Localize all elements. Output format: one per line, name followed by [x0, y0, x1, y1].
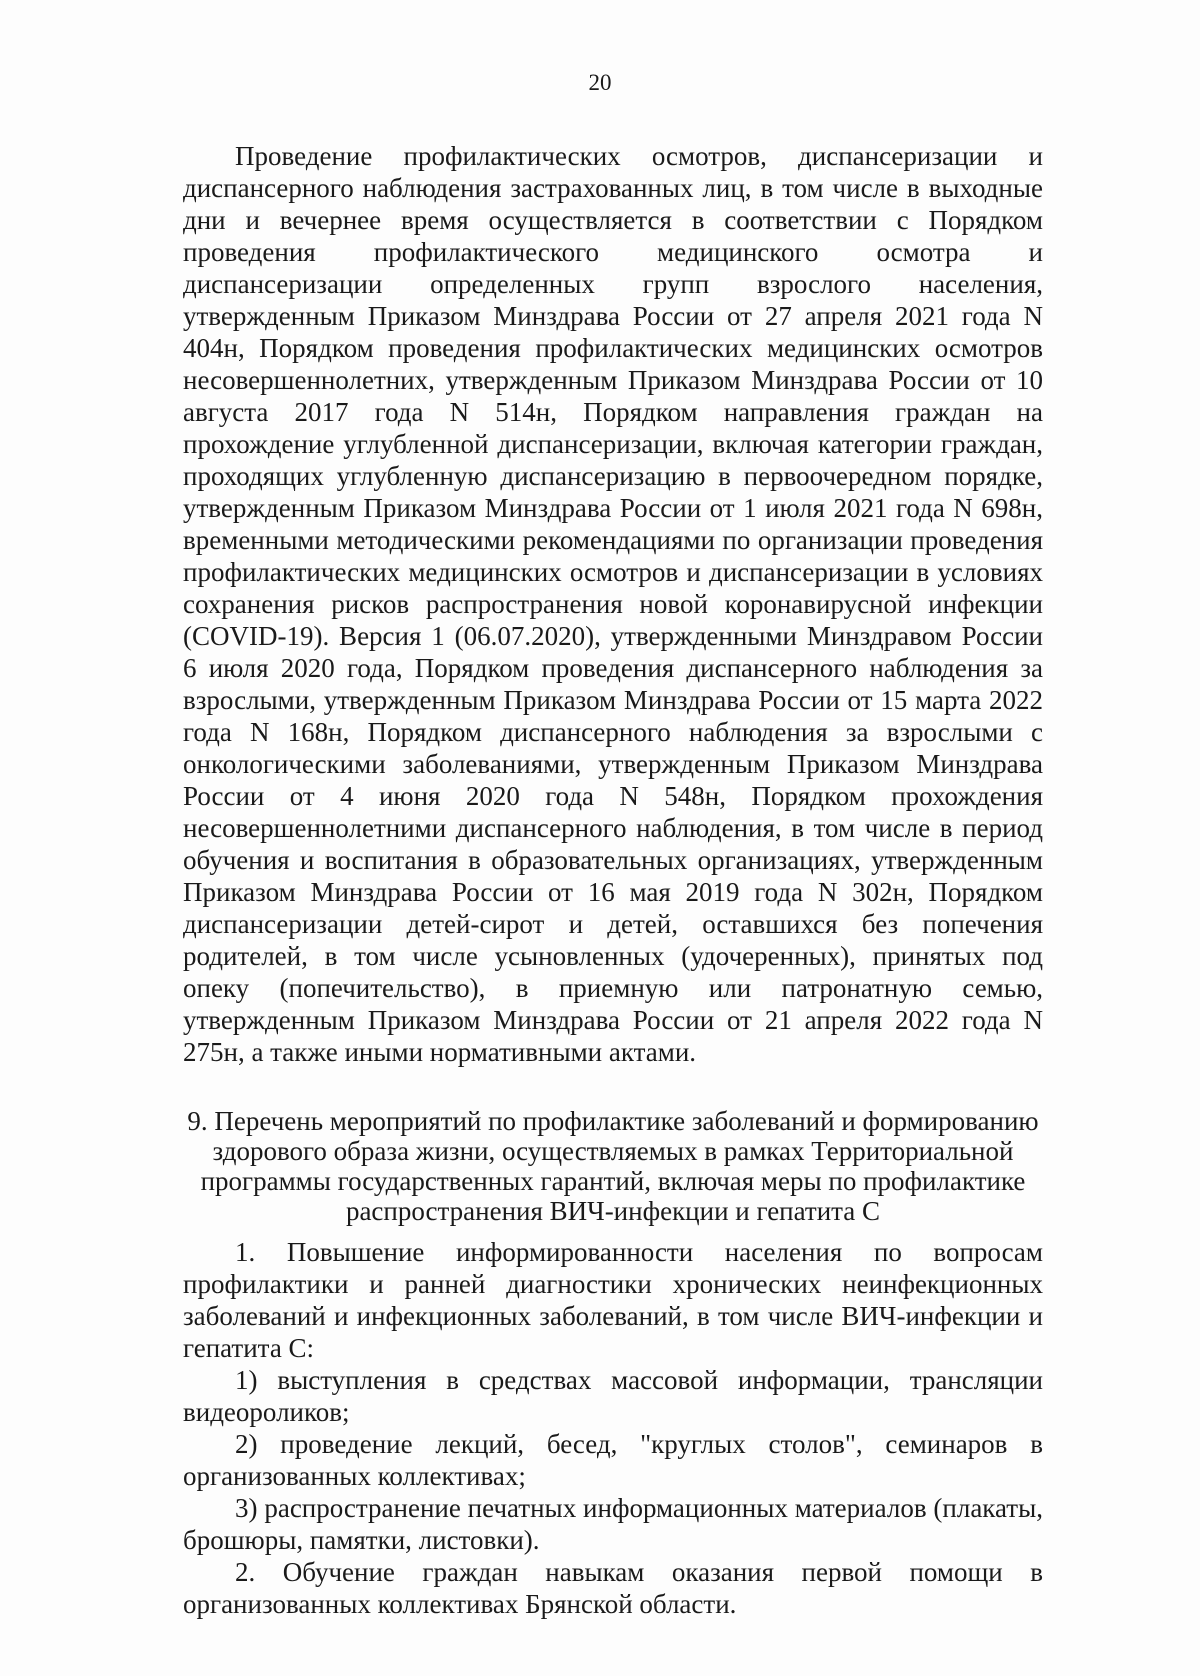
page-number: 20	[588, 70, 612, 95]
document-body	[183, 140, 1043, 1620]
list-item: 2. Обучение граждан навыкам оказания первой помощи в организованных коллективах Брянской области.	[183, 1557, 1043, 1619]
list-item: 1. Повышение информированности населения по вопросам профилактики и ранней диагностики хронических неинфекционных заболеваний и инфекционных заболеваний, в том числе ВИЧ-инфекции и гепатита С:	[183, 1237, 1043, 1363]
section-heading-line: распространения ВИЧ-инфекции и гепатита С	[345, 1196, 881, 1226]
intro-paragraph: Проведение профилактических осмотров, диспансеризации и диспансерного наблюдения застрахованных лиц, в том числе в выходные дни и вечернее время осуществляется в соответствии с Порядком проведения профилактического медицинского осмотра и диспансеризации определенных групп взрослого населения, утвержденным Приказом Минздрава России от 27 апреля 2021 года N 404н, Порядком проведения профилактических медицинских осмотров несовершеннолетних, утвержденным Приказом Минздрава России от 10 августа 2017 года N 514н, Порядком направления граждан на прохождение углубленной диспансеризации, включая категории граждан, проходящих углубленную диспансеризацию в первоочередном порядке, утвержденным Приказом Минздрава России от 1 июля 2021 года N 698н, временными методическими рекомендациями по организации проведения профилактических медицинских осмотров и диспансеризации в условиях сохранения рисков распространения новой коронавирусной инфекции (COVID-19). Версия 1 (06.07.2020), утвержденными Минздравом России 6 июля 2020 года, Порядком проведения диспансерного наблюдения за взрослыми, утвержденным Приказом Минздрава России от 15 марта 2022 года N 168н, Порядком диспансерного наблюдения за взрослыми с онкологическими заболеваниями, утвержденным Приказом Минздрава России от 4 июня 2020 года N 548н, Порядком прохождения несовершеннолетними диспансерного наблюдения, в том числе в период обучения и воспитания в образовательных организациях, утвержденным Приказом Минздрава России от 16 мая 2019 года N 302н, Порядком диспансеризации детей-сирот и детей, оставшихся без попечения родителей, в том числе усыновленных (удочеренных), принятых под опеку (попечительство), в приемную или патронатную семью, утвержденным Приказом Минздрава России от 21 апреля 2022 года N 275н, а также иными нормативными актами.	[183, 141, 1043, 1067]
list-item: 2) проведение лекций, бесед, "круглых столов", семинаров в организованных коллективах;	[183, 1429, 1043, 1491]
section-heading-line: 9. Перечень мероприятий по профилактике заболеваний и формированию	[187, 1106, 1039, 1136]
section-heading-line: программы государственных гарантий, включая меры по профилактике	[200, 1166, 1026, 1196]
list-item: 1) выступления в средствах массовой информации, трансляции видеороликов;	[183, 1365, 1043, 1427]
section-heading-line: здорового образа жизни, осуществляемых в рамках Территориальной	[212, 1136, 1014, 1166]
list-item: 3) распространение печатных информационных материалов (плакаты, брошюры, памятки, листовки).	[183, 1493, 1043, 1555]
section-heading	[183, 1106, 1043, 1226]
